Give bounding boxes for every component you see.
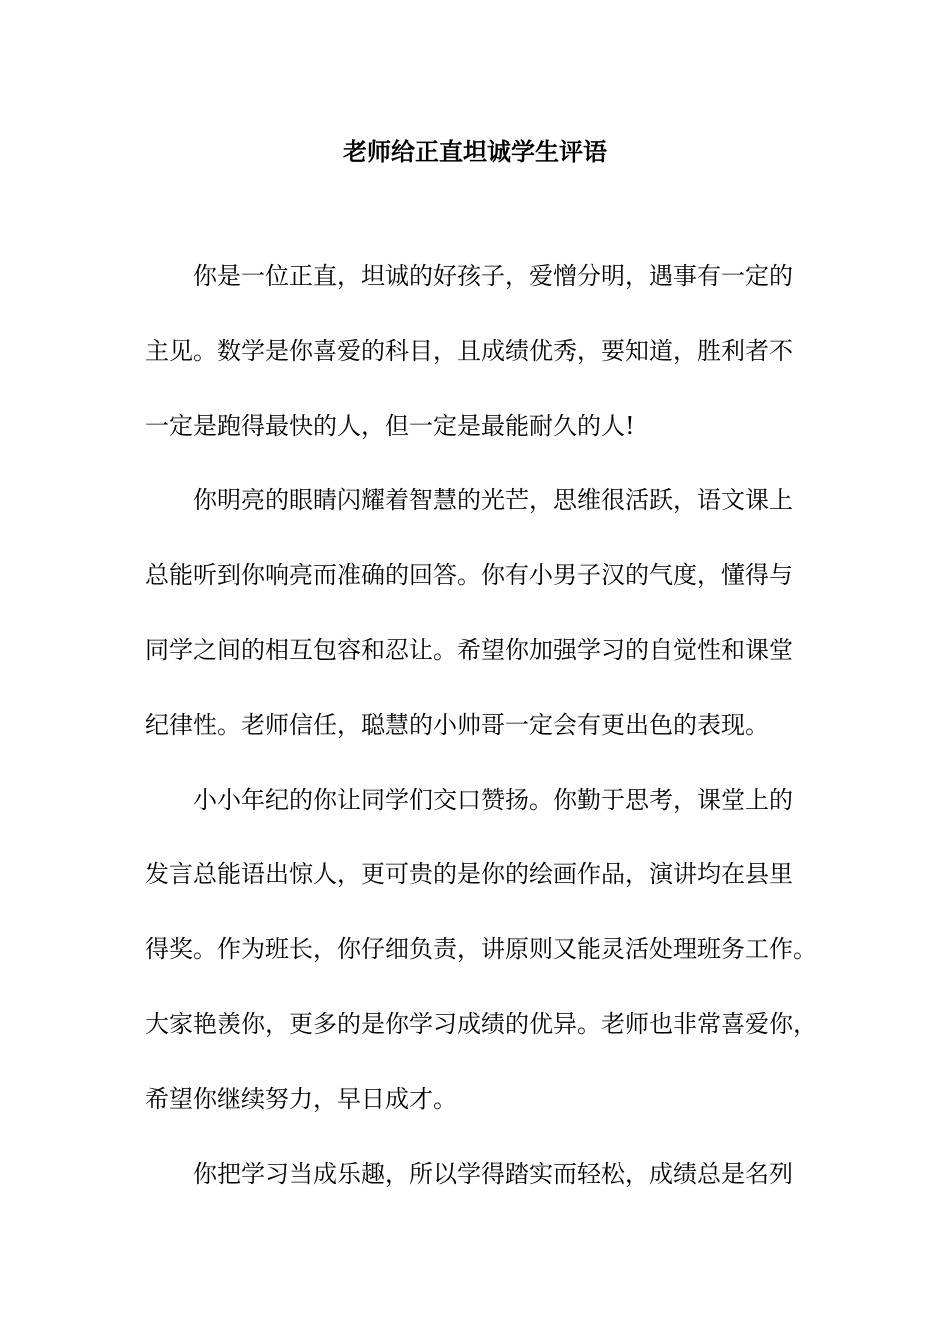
- body-line: 同学之间的相互包容和忍让。希望你加强学习的自觉性和课堂: [145, 635, 793, 664]
- body-line: 总能听到你响亮而准确的回答。你有小男子汉的气度，懂得与: [145, 561, 793, 590]
- body-line: 得奖。作为班长，你仔细负责，讲原则又能灵活处理班务工作。: [145, 935, 817, 964]
- document-body: [145, 256, 817, 1228]
- body-line: 大家艳羡你，更多的是你学习成绩的优异。老师也非常喜爱你，: [145, 1009, 817, 1038]
- body-line: 主见。数学是你喜爱的科目，且成绩优秀，要知道，胜利者不: [145, 336, 793, 365]
- body-line: 你把学习当成乐趣，所以学得踏实而轻松，成绩总是名列: [193, 1159, 793, 1188]
- body-line: 一定是跑得最快的人，但一定是最能耐久的人!: [145, 411, 635, 440]
- document-title: 老师给正直坦诚学生评语: [343, 137, 607, 166]
- body-line: 希望你继续努力，早日成才。: [145, 1084, 457, 1113]
- body-line: 发言总能语出惊人，更可贵的是你的绘画作品，演讲均在县里: [145, 860, 793, 889]
- body-line: 纪律性。老师信任，聪慧的小帅哥一定会有更出色的表现。: [145, 710, 769, 739]
- body-line: 你是一位正直，坦诚的好孩子，爱憎分明，遇事有一定的: [193, 262, 793, 290]
- body-line: 你明亮的眼睛闪耀着智慧的光芒，思维很活跃，语文课上: [193, 486, 793, 515]
- body-line: 小小年纪的你让同学们交口赞扬。你勤于思考，课堂上的: [193, 785, 793, 814]
